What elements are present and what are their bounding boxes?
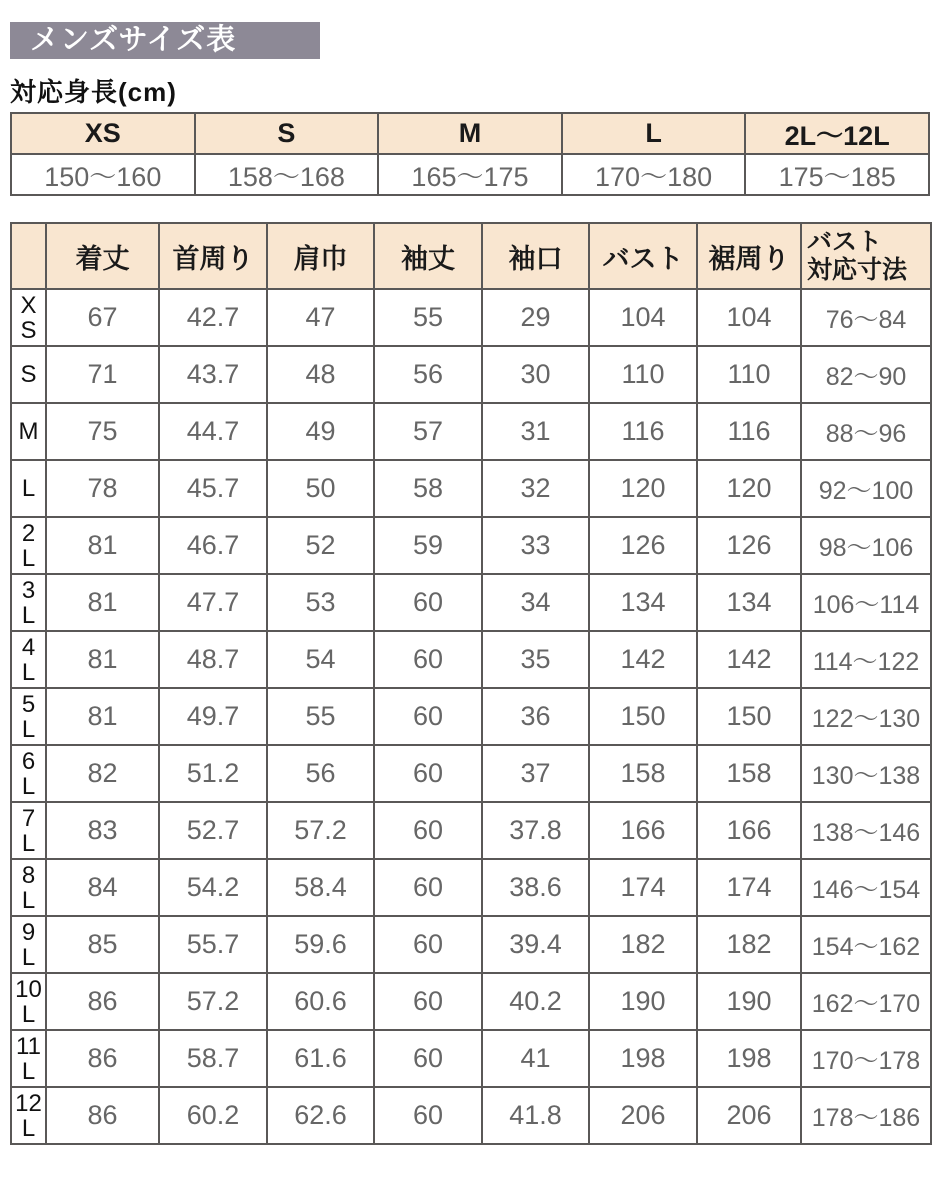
size-value-cell: 146〜154 [801, 859, 931, 916]
size-row-label: 2 L [11, 517, 46, 574]
size-row-label: L [11, 460, 46, 517]
size-value-cell: 55.7 [159, 916, 267, 973]
size-value-cell: 190 [589, 973, 697, 1030]
size-value-cell: 114〜122 [801, 631, 931, 688]
size-col-header: バスト 対応寸法 [801, 223, 931, 289]
size-value-cell: 42.7 [159, 289, 267, 346]
height-table [10, 112, 930, 196]
page-title-text: メンズサイズ表 [30, 24, 237, 56]
size-row [11, 859, 931, 916]
size-value-cell: 60 [374, 916, 482, 973]
height-col-header: M [378, 113, 562, 154]
size-value-cell: 58.7 [159, 1030, 267, 1087]
size-value-cell: 81 [46, 517, 159, 574]
size-value-cell: 56 [267, 745, 374, 802]
size-value-cell: 134 [589, 574, 697, 631]
size-value-cell: 86 [46, 973, 159, 1030]
size-value-cell: 60.2 [159, 1087, 267, 1144]
height-value-cell: 175〜185 [745, 154, 929, 195]
size-value-cell: 59 [374, 517, 482, 574]
size-value-cell: 170〜178 [801, 1030, 931, 1087]
size-value-cell: 138〜146 [801, 802, 931, 859]
size-value-cell: 134 [697, 574, 801, 631]
size-row [11, 460, 931, 517]
size-value-cell: 44.7 [159, 403, 267, 460]
size-value-cell: 60 [374, 574, 482, 631]
size-value-cell: 174 [697, 859, 801, 916]
size-row [11, 403, 931, 460]
size-row-label: X S [11, 289, 46, 346]
size-value-cell: 58.4 [267, 859, 374, 916]
size-value-cell: 104 [589, 289, 697, 346]
size-value-cell: 162〜170 [801, 973, 931, 1030]
size-value-cell: 40.2 [482, 973, 589, 1030]
size-value-cell: 78 [46, 460, 159, 517]
size-value-cell: 88〜96 [801, 403, 931, 460]
size-value-cell: 130〜138 [801, 745, 931, 802]
size-value-cell: 106〜114 [801, 574, 931, 631]
size-value-cell: 182 [589, 916, 697, 973]
size-col-header: 袖口 [482, 223, 589, 289]
size-value-cell: 59.6 [267, 916, 374, 973]
size-value-cell: 32 [482, 460, 589, 517]
size-value-cell: 76〜84 [801, 289, 931, 346]
size-value-cell: 154〜162 [801, 916, 931, 973]
size-value-cell: 55 [267, 688, 374, 745]
size-value-cell: 52 [267, 517, 374, 574]
height-section-label: 対応身長(cm) [10, 77, 177, 107]
size-value-cell: 178〜186 [801, 1087, 931, 1144]
size-col-header: 肩巾 [267, 223, 374, 289]
size-value-cell: 58 [374, 460, 482, 517]
size-value-cell: 166 [589, 802, 697, 859]
size-row-label: 12 L [11, 1087, 46, 1144]
size-value-cell: 48.7 [159, 631, 267, 688]
size-value-cell: 53 [267, 574, 374, 631]
size-value-cell: 41.8 [482, 1087, 589, 1144]
size-value-cell: 122〜130 [801, 688, 931, 745]
size-row [11, 517, 931, 574]
size-value-cell: 71 [46, 346, 159, 403]
size-row [11, 916, 931, 973]
size-value-cell: 81 [46, 574, 159, 631]
size-value-cell: 54.2 [159, 859, 267, 916]
size-value-cell: 150 [697, 688, 801, 745]
height-col-header: 2L〜12L [745, 113, 929, 154]
size-value-cell: 34 [482, 574, 589, 631]
size-row-label: S [11, 346, 46, 403]
size-value-cell: 56 [374, 346, 482, 403]
size-value-cell: 57.2 [159, 973, 267, 1030]
size-value-cell: 166 [697, 802, 801, 859]
size-row [11, 1087, 931, 1144]
size-row-label: 7 L [11, 802, 46, 859]
size-value-cell: 82 [46, 745, 159, 802]
size-row [11, 574, 931, 631]
size-value-cell: 60 [374, 802, 482, 859]
size-value-cell: 37 [482, 745, 589, 802]
size-value-cell: 120 [697, 460, 801, 517]
size-value-cell: 60.6 [267, 973, 374, 1030]
size-value-cell: 60 [374, 1030, 482, 1087]
size-value-cell: 55 [374, 289, 482, 346]
size-value-cell: 142 [589, 631, 697, 688]
size-value-cell: 126 [589, 517, 697, 574]
size-value-cell: 198 [697, 1030, 801, 1087]
size-value-cell: 60 [374, 1087, 482, 1144]
size-value-cell: 81 [46, 688, 159, 745]
size-row [11, 688, 931, 745]
size-value-cell: 30 [482, 346, 589, 403]
size-value-cell: 50 [267, 460, 374, 517]
size-col-header: 首周り [159, 223, 267, 289]
size-value-cell: 206 [589, 1087, 697, 1144]
size-row-label: 10 L [11, 973, 46, 1030]
size-value-cell: 198 [589, 1030, 697, 1087]
size-row [11, 802, 931, 859]
page-title [10, 22, 320, 59]
size-row-label: 8 L [11, 859, 46, 916]
size-value-cell: 47 [267, 289, 374, 346]
size-value-cell: 62.6 [267, 1087, 374, 1144]
size-col-header: 着丈 [46, 223, 159, 289]
size-value-cell: 43.7 [159, 346, 267, 403]
size-col-header: バスト [589, 223, 697, 289]
size-value-cell: 83 [46, 802, 159, 859]
size-value-cell: 51.2 [159, 745, 267, 802]
size-table-body [11, 289, 931, 1144]
size-value-cell: 142 [697, 631, 801, 688]
size-value-cell: 31 [482, 403, 589, 460]
size-value-cell: 126 [697, 517, 801, 574]
size-table-header-row [11, 223, 931, 289]
size-value-cell: 37.8 [482, 802, 589, 859]
size-value-cell: 60 [374, 973, 482, 1030]
size-row-label: 3 L [11, 574, 46, 631]
size-value-cell: 49 [267, 403, 374, 460]
size-value-cell: 48 [267, 346, 374, 403]
size-value-cell: 67 [46, 289, 159, 346]
size-value-cell: 190 [697, 973, 801, 1030]
size-value-cell: 206 [697, 1087, 801, 1144]
size-row [11, 289, 931, 346]
size-value-cell: 60 [374, 688, 482, 745]
size-value-cell: 52.7 [159, 802, 267, 859]
size-value-cell: 86 [46, 1087, 159, 1144]
size-row-label: 5 L [11, 688, 46, 745]
size-value-cell: 49.7 [159, 688, 267, 745]
corner-cell [11, 223, 46, 289]
size-value-cell: 38.6 [482, 859, 589, 916]
size-table [10, 222, 932, 1145]
size-value-cell: 81 [46, 631, 159, 688]
height-value-cell: 150〜160 [11, 154, 195, 195]
size-value-cell: 39.4 [482, 916, 589, 973]
size-value-cell: 61.6 [267, 1030, 374, 1087]
size-value-cell: 46.7 [159, 517, 267, 574]
size-value-cell: 36 [482, 688, 589, 745]
size-col-header: 裾周り [697, 223, 801, 289]
size-value-cell: 60 [374, 631, 482, 688]
size-value-cell: 158 [589, 745, 697, 802]
size-row [11, 631, 931, 688]
size-value-cell: 158 [697, 745, 801, 802]
size-row-label: 6 L [11, 745, 46, 802]
size-value-cell: 54 [267, 631, 374, 688]
size-value-cell: 120 [589, 460, 697, 517]
size-value-cell: 116 [697, 403, 801, 460]
size-value-cell: 75 [46, 403, 159, 460]
size-value-cell: 60 [374, 859, 482, 916]
size-row [11, 1030, 931, 1087]
size-value-cell: 92〜100 [801, 460, 931, 517]
size-row-label: 9 L [11, 916, 46, 973]
size-value-cell: 98〜106 [801, 517, 931, 574]
size-value-cell: 116 [589, 403, 697, 460]
height-value-cell: 165〜175 [378, 154, 562, 195]
height-table-header-row [11, 113, 929, 154]
size-row [11, 745, 931, 802]
size-value-cell: 104 [697, 289, 801, 346]
size-row [11, 346, 931, 403]
size-value-cell: 35 [482, 631, 589, 688]
size-row-label: 11 L [11, 1030, 46, 1087]
size-row [11, 973, 931, 1030]
height-value-cell: 170〜180 [562, 154, 746, 195]
height-col-header: L [562, 113, 746, 154]
size-row-label: M [11, 403, 46, 460]
size-value-cell: 84 [46, 859, 159, 916]
size-value-cell: 182 [697, 916, 801, 973]
size-value-cell: 150 [589, 688, 697, 745]
size-value-cell: 47.7 [159, 574, 267, 631]
size-value-cell: 57.2 [267, 802, 374, 859]
height-value-cell: 158〜168 [195, 154, 379, 195]
size-value-cell: 85 [46, 916, 159, 973]
size-value-cell: 110 [697, 346, 801, 403]
size-value-cell: 45.7 [159, 460, 267, 517]
size-value-cell: 57 [374, 403, 482, 460]
height-table-value-row [11, 154, 929, 195]
height-col-header: S [195, 113, 379, 154]
height-col-header: XS [11, 113, 195, 154]
size-value-cell: 41 [482, 1030, 589, 1087]
size-value-cell: 29 [482, 289, 589, 346]
size-value-cell: 60 [374, 745, 482, 802]
size-value-cell: 33 [482, 517, 589, 574]
size-col-header: 袖丈 [374, 223, 482, 289]
size-value-cell: 86 [46, 1030, 159, 1087]
size-value-cell: 82〜90 [801, 346, 931, 403]
size-value-cell: 110 [589, 346, 697, 403]
size-value-cell: 174 [589, 859, 697, 916]
size-row-label: 4 L [11, 631, 46, 688]
